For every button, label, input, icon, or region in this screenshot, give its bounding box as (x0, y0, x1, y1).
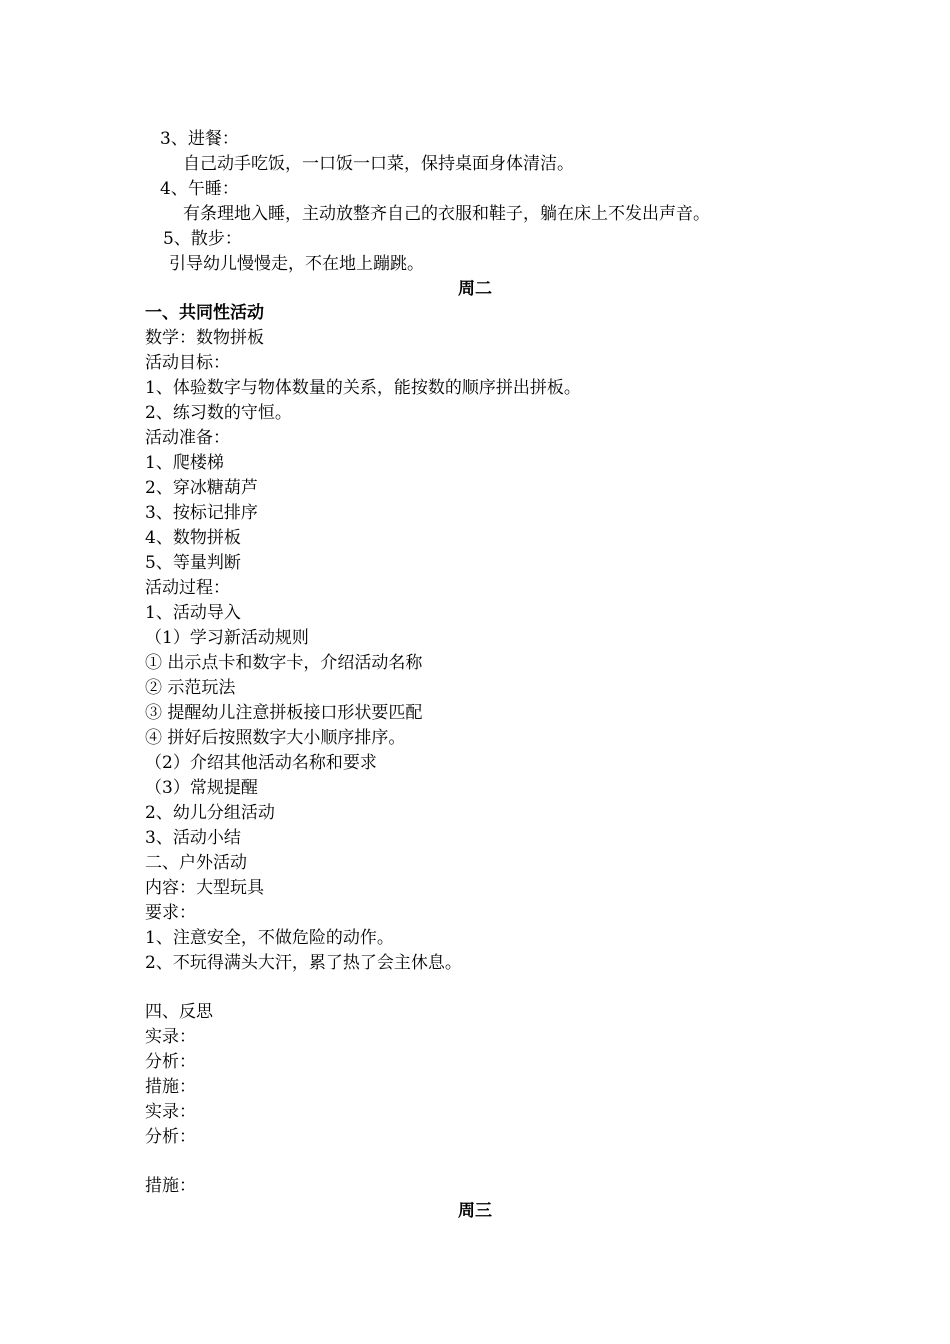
goals-title: 活动目标： (145, 353, 230, 373)
process-item: ② 示范玩法 (145, 678, 236, 698)
prep-item: 3、按标记排序 (145, 503, 258, 523)
process-item: 2、幼儿分组活动 (145, 803, 275, 823)
meal-title: 3、进餐： (160, 129, 239, 149)
process-item: ④ 拼好后按照数字大小顺序排序。 (145, 728, 406, 748)
reflection-item: 分析： (145, 1127, 196, 1147)
nap-title: 4、午睡： (160, 179, 239, 199)
wednesday-title: 周三 (458, 1201, 492, 1221)
activity-subject: 数学：数物拼板 (145, 328, 264, 348)
section-common-activity: 一、共同性活动 (145, 303, 264, 323)
reflection-item: 实录： (145, 1027, 196, 1047)
process-item: （1）学习新活动规则 (145, 628, 309, 648)
reflection-item: 措施： (145, 1077, 196, 1097)
tuesday-title: 周二 (458, 279, 492, 299)
requirement-item: 2、不玩得满头大汗，累了热了会主休息。 (145, 953, 462, 973)
process-item: （2）介绍其他活动名称和要求 (145, 753, 377, 773)
process-item: （3）常规提醒 (145, 778, 258, 798)
prep-item: 4、数物拼板 (145, 528, 241, 548)
prep-item: 5、等量判断 (145, 553, 241, 573)
prep-item: 1、爬楼梯 (145, 453, 224, 473)
requirements-title: 要求： (145, 903, 196, 923)
process-item: 3、活动小结 (145, 828, 241, 848)
process-item: ① 出示点卡和数字卡，介绍活动名称 (145, 653, 423, 673)
walk-title: 5、散步： (163, 229, 242, 249)
process-item: 1、活动导入 (145, 603, 241, 623)
process-item: ③ 提醒幼儿注意拼板接口形状要匹配 (145, 703, 423, 723)
prep-item: 2、穿冰糖葫芦 (145, 478, 258, 498)
nap-text: 有条理地入睡，主动放整齐自己的衣服和鞋子，躺在床上不发出声音。 (183, 204, 710, 224)
goal-item: 2、练习数的守恒。 (145, 403, 292, 423)
outdoor-content: 内容：大型玩具 (145, 878, 264, 898)
outdoor-title: 二、户外活动 (145, 853, 247, 873)
prep-title: 活动准备： (145, 428, 230, 448)
reflection-item: 实录： (145, 1102, 196, 1122)
reflection-item: 分析： (145, 1052, 196, 1072)
reflection-title: 四、反思 (145, 1002, 213, 1022)
goal-item: 1、体验数字与物体数量的关系，能按数的顺序拼出拼板。 (145, 378, 581, 398)
walk-text: 引导幼儿慢慢走，不在地上蹦跳。 (169, 254, 424, 274)
process-title: 活动过程： (145, 578, 230, 598)
requirement-item: 1、注意安全，不做危险的动作。 (145, 928, 394, 948)
reflection-item: 措施： (145, 1176, 196, 1196)
meal-text: 自己动手吃饭，一口饭一口菜，保持桌面身体清洁。 (183, 154, 574, 174)
